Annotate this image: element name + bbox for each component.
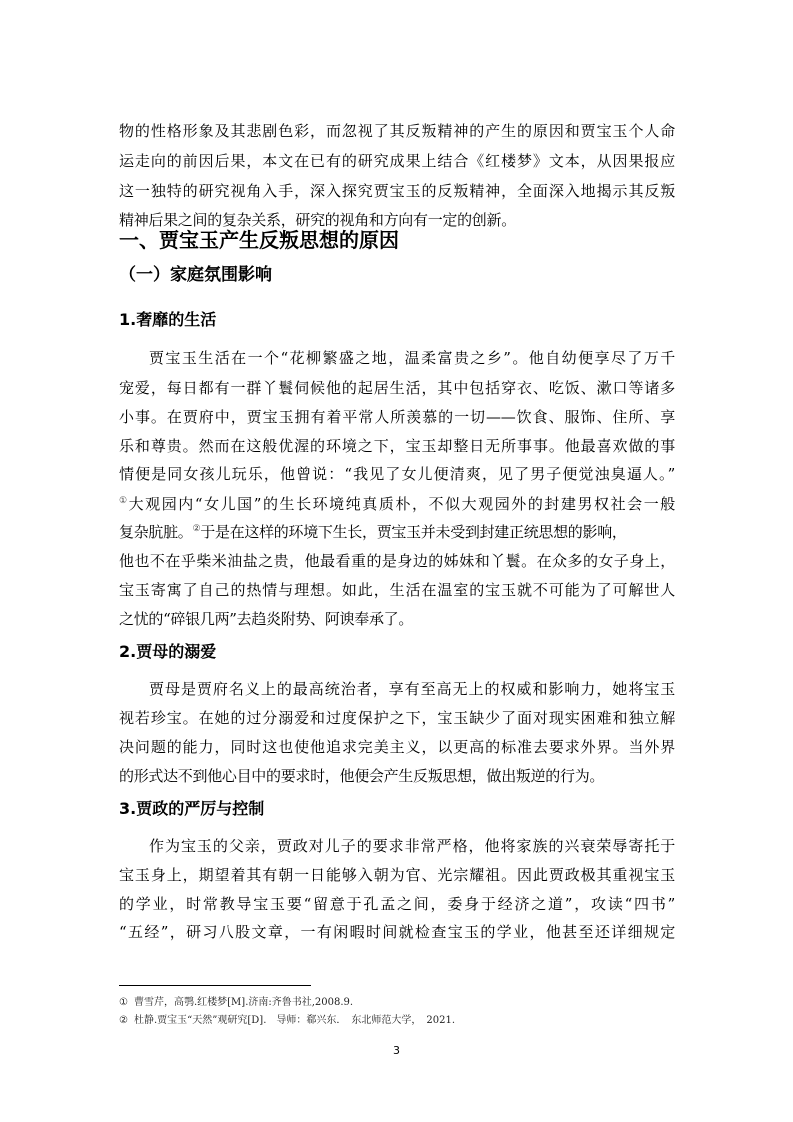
- topic-heading: 2.贾母的溺爱: [119, 642, 217, 661]
- section-heading: 一、贾宝玉产生反叛思想的原因: [119, 228, 399, 252]
- footnote-2: ② 杜静.贾宝玉“天然”观研究[D]. 导师：郗兴东． 东北师范大学， 2021.: [119, 1015, 455, 1026]
- topic-heading: 1.奢靡的生活: [119, 310, 217, 329]
- paragraph-line: 小事。在贾府中，贾宝玉拥有着平常人所羡慕的一切——饮食、服饰、住所、享: [119, 408, 675, 426]
- paragraph-line: ①大观园内“女儿国”的生长环境纯真质朴，不似大观园外的封建男权社会一般: [119, 495, 675, 513]
- paragraph-line: 他也不在乎柴米油盐之贵，他最看重的是身边的姊妹和丫鬟。在众多的女子身上，: [119, 552, 675, 570]
- paragraph-line: 情便是同女孩儿玩乐，他曾说：“我见了女儿便清爽，见了男子便觉浊臭逼人。”: [119, 465, 675, 483]
- paragraph-line: 之忧的“碎银几两”去趋炎附势、阿谀奉承了。: [119, 610, 414, 628]
- footnote-ref[interactable]: ②: [192, 524, 201, 534]
- paragraph-line: “五经”，研习八股文章，一有闲暇时间就检查宝玉的学业，他甚至还详细规定: [119, 923, 675, 941]
- footnote-1: ① 曹雪芹，高鹗.红楼梦[M].济南:齐鲁书社,2008.9.: [119, 997, 354, 1008]
- intro-line: 运走向的前因后果，本文在已有的研究成果上结合《红楼梦》文本，从因果报应: [119, 152, 675, 170]
- paragraph-line: 视若珍宝。在她的过分溺爱和过度保护之下，宝玉缺少了面对现实困难和独立解: [119, 709, 675, 727]
- paragraph-line: 贾母是贾府名义上的最高统治者，享有至高无上的权威和影响力，她将宝玉: [149, 680, 675, 698]
- intro-line: 精神后果之间的复杂关系，研究的视角和方向有一定的创新。: [119, 211, 516, 229]
- page-number: 3: [393, 1044, 400, 1057]
- paragraph-line: 宠爱，每日都有一群丫鬟伺候他的起居生活，其中包括穿衣、吃饭、漱口等诸多: [119, 379, 675, 397]
- footnote-ref[interactable]: ①: [119, 496, 129, 506]
- paragraph-line: 的学业，时常教导宝玉要“留意于孔孟之间，委身于经济之道”，攻读“四书”: [119, 895, 675, 913]
- paragraph-line: 贾宝玉生活在一个“花柳繁盛之地，温柔富贵之乡”。他自幼便享尽了万千: [149, 349, 675, 367]
- intro-line: 这一独特的研究视角入手，深入探究贾宝玉的反叛精神，全面深入地揭示其反叛: [119, 182, 675, 200]
- paragraph-line: 决问题的能力，同时这也使他追求完美主义，以更高的标准去要求外界。当外界: [119, 738, 675, 756]
- paragraph-line: 宝玉身上，期望着其有朝一日能够入朝为官、光宗耀祖。因此贾政极其重视宝玉: [119, 866, 675, 884]
- intro-line: 物的性格形象及其悲剧色彩，而忽视了其反叛精神的产生的原因和贾宝玉个人命: [119, 122, 675, 140]
- paragraph-line: 复杂肮脏。②于是在这样的环境下生长，贾宝玉并未受到封建正统思想的影响，: [119, 523, 627, 541]
- paragraph-line: 作为宝玉的父亲，贾政对儿子的要求非常严格，他将家族的兴衰荣辱寄托于: [149, 837, 675, 855]
- topic-heading: 3.贾政的严厉与控制: [119, 799, 265, 818]
- paragraph-line: 乐和尊贵。然而在这般优渥的环境之下，宝玉却整日无所事事。他最喜欢做的事: [119, 437, 675, 455]
- footnote-separator: [119, 985, 311, 986]
- paragraph-line: 宝玉寄寓了自己的热情与理想。如此，生活在温室的宝玉就不可能为了可解世人: [119, 581, 675, 599]
- paragraph-line: 的形式达不到他心目中的要求时，他便会产生反叛思想，做出叛逆的行为。: [119, 767, 605, 785]
- subsection-heading: （一）家庭氛围影响: [119, 265, 272, 285]
